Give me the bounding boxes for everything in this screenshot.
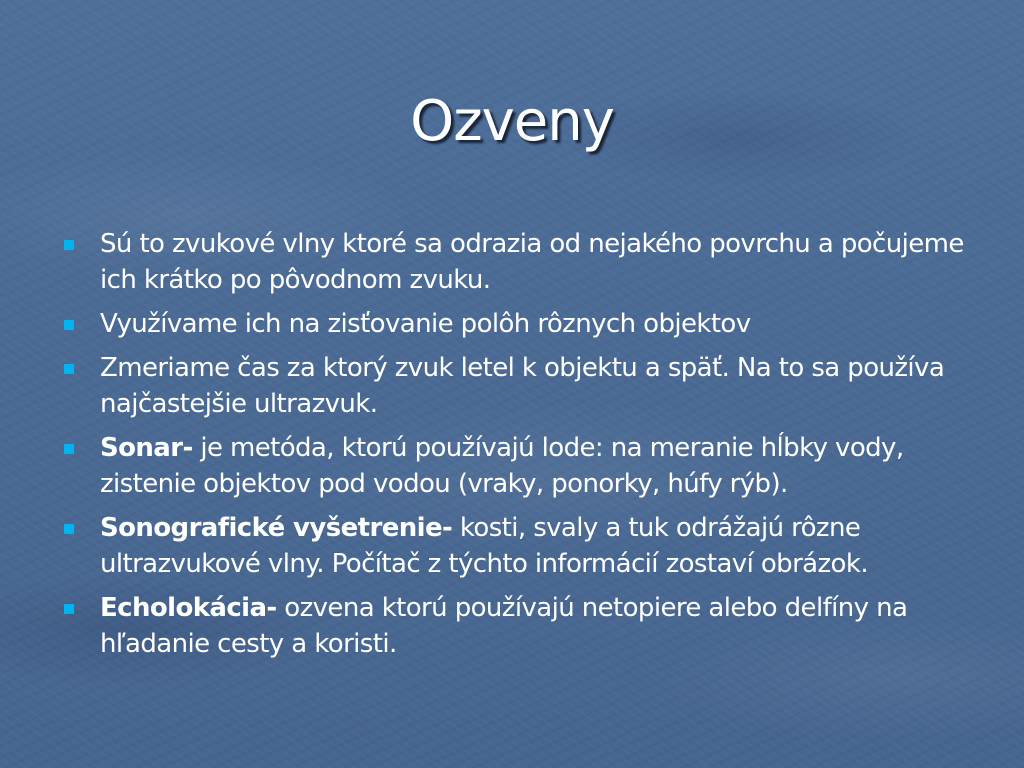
bullet-item	[62, 430, 982, 502]
bullet-text: kosti, svaly a tuk odrážajú rôzne ultrazvukové vlny. Počítač z týchto informácií zostaví obrázok.	[100, 513, 868, 579]
bullet-item	[62, 306, 982, 342]
bullet-list	[62, 226, 982, 670]
square-bullet-icon	[64, 524, 74, 534]
square-bullet-icon	[64, 604, 74, 614]
bullet-item	[62, 350, 982, 422]
bullet-lead-term: Echolokácia-	[100, 593, 277, 623]
bullet-text: je metóda, ktorú používajú lode: na meranie hĺbky vody, zistenie objektov pod vodou (vraky, ponorky, húfy rýb).	[100, 433, 904, 499]
bullet-text: Využívame ich na zisťovanie polôh rôznych objektov	[100, 309, 751, 339]
bullet-item	[62, 510, 982, 582]
bullet-item	[62, 590, 982, 662]
bullet-text: ozvena ktorú používajú netopiere alebo delfíny na hľadanie cesty a koristi.	[100, 593, 908, 659]
bullet-lead-term: Sonografické vyšetrenie-	[100, 513, 453, 543]
bullet-text: Zmeriame čas za ktorý zvuk letel k objektu a späť. Na to sa používa najčastejšie ultrazvuk.	[100, 353, 945, 419]
bullet-text: Sú to zvukové vlny ktoré sa odrazia od nejakého povrchu a počujeme ich krátko po pôvodnom zvuku.	[100, 229, 964, 295]
bullet-lead-term: Sonar-	[100, 433, 193, 463]
square-bullet-icon	[64, 364, 74, 374]
square-bullet-icon	[64, 240, 74, 250]
square-bullet-icon	[64, 444, 74, 454]
bullet-item	[62, 226, 982, 298]
square-bullet-icon	[64, 320, 74, 330]
slide-title: Ozveny	[410, 89, 614, 154]
